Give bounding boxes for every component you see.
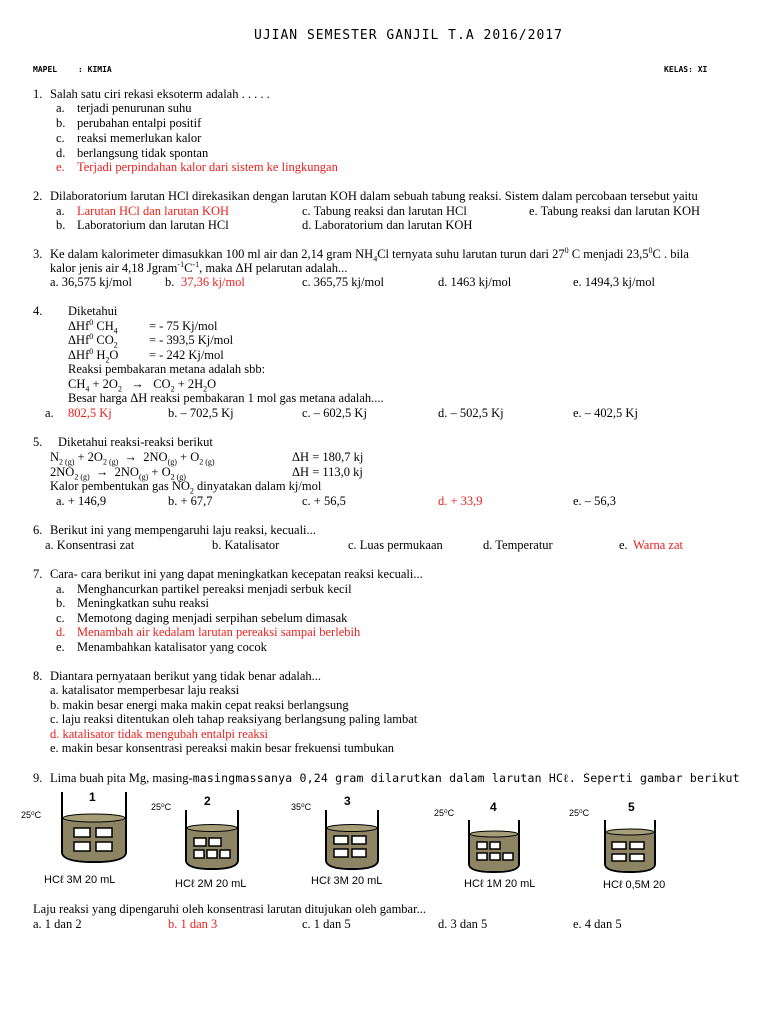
q5-opt-a: a. + 146,9 <box>56 494 107 508</box>
q5-number: 5. <box>33 435 43 449</box>
q1-text: Salah satu ciri rekasi eksoterm adalah . . . . . <box>50 87 270 101</box>
q4-opt-b: b. – 702,5 Kj <box>168 406 234 420</box>
class-label: KELAS: XI <box>664 65 708 74</box>
q6-number: 6. <box>33 523 43 537</box>
q9-opt-e: e. 4 dan 5 <box>573 917 622 931</box>
q6-opt-e-answer: Warna zat <box>633 538 683 552</box>
beaker-1-icon <box>54 790 134 866</box>
q7-number: 7. <box>33 567 43 581</box>
q4-text: Diketahui <box>68 304 118 318</box>
q7-opt-a: Menghancurkan partikel pereaksi menjadi serbuk kecil <box>77 582 352 596</box>
q9-opt-c: c. 1 dan 5 <box>302 917 351 931</box>
q2-opt-c: c. Tabung reaksi dan larutan HCl <box>302 204 467 218</box>
q6-opt-a: a. Konsentrasi zat <box>45 538 135 552</box>
q5-opt-d-answer: d. + 33,9 <box>438 494 483 508</box>
q3-text-line2: kalor jenis air 4,18 $Jgram^{-1}C^{-1}$, maka ΔH pelarutan adalah... <box>50 259 348 275</box>
q7-opt-e: Menambahkan katalisator yang cocok <box>77 640 267 654</box>
q5-text: Diketahui reaksi-reaksi berikut <box>58 435 213 449</box>
q7-text: Cara- cara berikut ini yang dapat meningkatkan kecepatan reaksi kecuali... <box>50 567 423 581</box>
q7-opt-b: Meningkatkan suhu reaksi <box>77 596 209 610</box>
q7-opt-c-letter: c. <box>56 611 65 625</box>
q1-opt-d: berlangsung tidak spontan <box>77 146 209 160</box>
beaker-4-number: 4 <box>490 800 497 814</box>
q6-opt-b: b. Katalisator <box>212 538 280 552</box>
q4-opt-e: e. – 402,5 Kj <box>573 406 638 420</box>
beaker-3-label: HCℓ 3M 20 mL <box>311 875 383 887</box>
q8-opt-c: c. laju reaksi ditentukan oleh tahap reaksiyang berlangsung paling lambat <box>50 712 418 726</box>
q6-opt-e-letter: e. <box>619 538 628 552</box>
q5-reaction-2-dh: ΔH = 113,0 kj <box>292 465 363 479</box>
q1-opt-b-letter: b. <box>56 116 66 130</box>
q5-reaction-2: $2NO_{2 (g)} \to 2NO_{(g)} + O_{2 (g)}$ <box>50 465 186 482</box>
q1-opt-a: terjadi penurunan suhu <box>77 101 192 115</box>
beaker-1-temp: 25⁰C <box>21 810 42 820</box>
q2-opt-d: d. Laboratorium dan larutan KOH <box>302 218 473 232</box>
q4-question: Besar harga ΔH reaksi pembakaran 1 mol gas metana adalah.... <box>68 391 384 405</box>
q3-opt-b-answer: 37,36 kj/mol <box>181 275 245 289</box>
q4-number: 4. <box>33 304 43 318</box>
q3-number: 3. <box>33 247 43 261</box>
q4-opt-a-answer: 802,5 Kj <box>68 406 112 420</box>
q5-opt-c: c. + 56,5 <box>302 494 346 508</box>
q4-opt-a-letter: a. <box>45 406 54 420</box>
q4-data-ch4: ΔHf$^0$ $CH_4$ <box>68 317 118 336</box>
subject-label: MAPEL <box>33 65 58 74</box>
beaker-5-icon <box>600 818 660 874</box>
q7-opt-d-letter: d. <box>56 625 66 639</box>
q7-opt-e-letter: e. <box>56 640 65 654</box>
q7-opt-d-answer: Menambah air kedalam larutan pereaksi sampai berlebih <box>77 625 361 639</box>
q4-data-co2: ΔHf$^0$ $CO_2$ <box>68 331 118 350</box>
q7-opt-c: Memotong daging menjadi serpihan sebelum dimasak <box>77 611 348 625</box>
q2-opt-e: e. Tabung reaksi dan larutan KOH <box>529 204 701 218</box>
q4-opt-c: c. – 602,5 Kj <box>302 406 367 420</box>
beaker-5-temp: 25⁰C <box>569 808 590 818</box>
q5-opt-e: e. – 56,3 <box>573 494 617 508</box>
beaker-2-number: 2 <box>204 794 211 808</box>
q3-text-line1: Ke dalam kalorimeter dimasukkan 100 ml air dan 2,14 gram $NH_4Cl$ ternyata suhu larutan turun dari $27^0$ C menjadi 23,5$^0$C . bila <box>50 245 689 264</box>
q1-opt-a-letter: a. <box>56 101 65 115</box>
q9-opt-a: a. 1 dan 2 <box>33 917 82 931</box>
beaker-3-icon <box>320 808 384 872</box>
q3-opt-d: d. 1463 kj/mol <box>438 275 512 289</box>
q4-data-h2o: ΔHf$^0$ $H_2O$ <box>68 346 119 365</box>
q9-text: Lima buah pita Mg, masing-masingmassanya 0,24 gram dilarutkan dalam larutan HCℓ. Seperti gambar berikut <box>50 771 740 785</box>
q8-opt-d-answer: d. katalisator tidak mengubah entalpi reaksi <box>50 727 268 741</box>
beaker-3-number: 3 <box>344 794 351 808</box>
q5-question: Kalor pembentukan gas $NO_2$ dinyatakan dalam kj/mol <box>50 479 322 496</box>
q9-opt-d: d. 3 dan 5 <box>438 917 488 931</box>
q8-opt-b: b. makin besar energi maka makin cepat reaksi berlangsung <box>50 698 349 712</box>
q9-opt-b-answer: b. 1 dan 3 <box>168 917 218 931</box>
beaker-2-label: HCℓ 2M 20 mL <box>175 878 247 890</box>
q7-opt-a-letter: a. <box>56 582 65 596</box>
q2-text: Dilaboratorium larutan HCl direkasikan dengan larutan KOH dalam sebuah tabung reaksi. Sistem dalam percobaan tersebut yaitu <box>50 189 698 203</box>
q4-opt-d: d. – 502,5 Kj <box>438 406 504 420</box>
q2-opt-b-letter: b. <box>56 218 66 232</box>
q1-number: 1. <box>33 87 43 101</box>
exam-title: UJIAN SEMESTER GANJIL T.A 2016/2017 <box>254 28 563 43</box>
q8-opt-e: e. makin besar konsentrasi pereaksi makin besar frekuensi tumbukan <box>50 741 394 755</box>
beaker-1-number: 1 <box>89 790 96 804</box>
beaker-2-icon <box>180 808 244 872</box>
q2-opt-b: Laboratorium dan larutan HCl <box>77 218 229 232</box>
q5-opt-b: b. + 67,7 <box>168 494 213 508</box>
q8-number: 8. <box>33 669 43 683</box>
q4-reaction-equation: $CH_4 + 2O_2$ → $CO_2 + 2H_2O$ <box>68 377 217 394</box>
q9-question: Laju reaksi yang dipengaruhi oleh konsentrasi larutan ditujukan oleh gambar... <box>33 902 426 916</box>
beaker-5-label: HCℓ 0,5M 20 <box>603 879 666 891</box>
q9-number: 9. <box>33 771 43 785</box>
beaker-4-temp: 25⁰C <box>434 808 455 818</box>
beaker-3-temp: 35⁰C <box>291 802 312 812</box>
q4-reaction-label: Reaksi pembakaran metana adalah sbb: <box>68 362 266 376</box>
q5-reaction-1-dh: ΔH = 180,7 kj <box>292 450 364 464</box>
q6-opt-c: c. Luas permukaan <box>348 538 443 552</box>
q3-opt-a: a. 36,575 kj/mol <box>50 275 132 289</box>
q1-opt-e-answer: Terjadi perpindahan kalor dari sistem ke lingkungan <box>77 160 338 174</box>
q1-opt-c-letter: c. <box>56 131 65 145</box>
beaker-2-temp: 25⁰C <box>151 802 172 812</box>
q5-reaction-1: $N_{2 (g)} + 2O_{2 (g)} \to 2NO_{(g)} + O_{2 (g)}$ <box>50 450 215 467</box>
q2-opt-a-letter: a. <box>56 204 65 218</box>
beaker-4-icon <box>464 818 524 874</box>
beaker-5-number: 5 <box>628 800 635 814</box>
q1-opt-b: perubahan entalpi positif <box>77 116 202 130</box>
q4-data-h2o-value: = - 242 Kj/mol <box>149 348 224 362</box>
q6-opt-d: d. Temperatur <box>483 538 553 552</box>
q8-opt-a: a. katalisator memperbesar laju reaksi <box>50 683 240 697</box>
q1-opt-d-letter: d. <box>56 146 66 160</box>
beaker-4-label: HCℓ 1M 20 mL <box>464 878 536 890</box>
q3-opt-b-letter: b. <box>165 275 175 289</box>
q4-data-co2-value: = - 393,5 Kj/mol <box>149 333 234 347</box>
q3-opt-c: c. 365,75 kj/mol <box>302 275 384 289</box>
q3-opt-e: e. 1494,3 kj/mol <box>573 275 655 289</box>
q8-text: Diantara pernyataan berikut yang tidak benar adalah... <box>50 669 322 683</box>
q1-opt-c: reaksi memerlukan kalor <box>77 131 202 145</box>
q2-number: 2. <box>33 189 43 203</box>
q6-text: Berikut ini yang mempengaruhi laju reaksi, kecuali... <box>50 523 316 537</box>
q4-data-ch4-value: = - 75 Kj/mol <box>149 319 218 333</box>
q1-opt-e-letter: e. <box>56 160 65 174</box>
beaker-1-label: HCℓ 3M 20 mL <box>44 874 116 886</box>
q7-opt-b-letter: b. <box>56 596 66 610</box>
q2-opt-a-answer: Larutan HCl dan larutan KOH <box>77 204 230 218</box>
subject-value: : KIMIA <box>78 65 112 74</box>
